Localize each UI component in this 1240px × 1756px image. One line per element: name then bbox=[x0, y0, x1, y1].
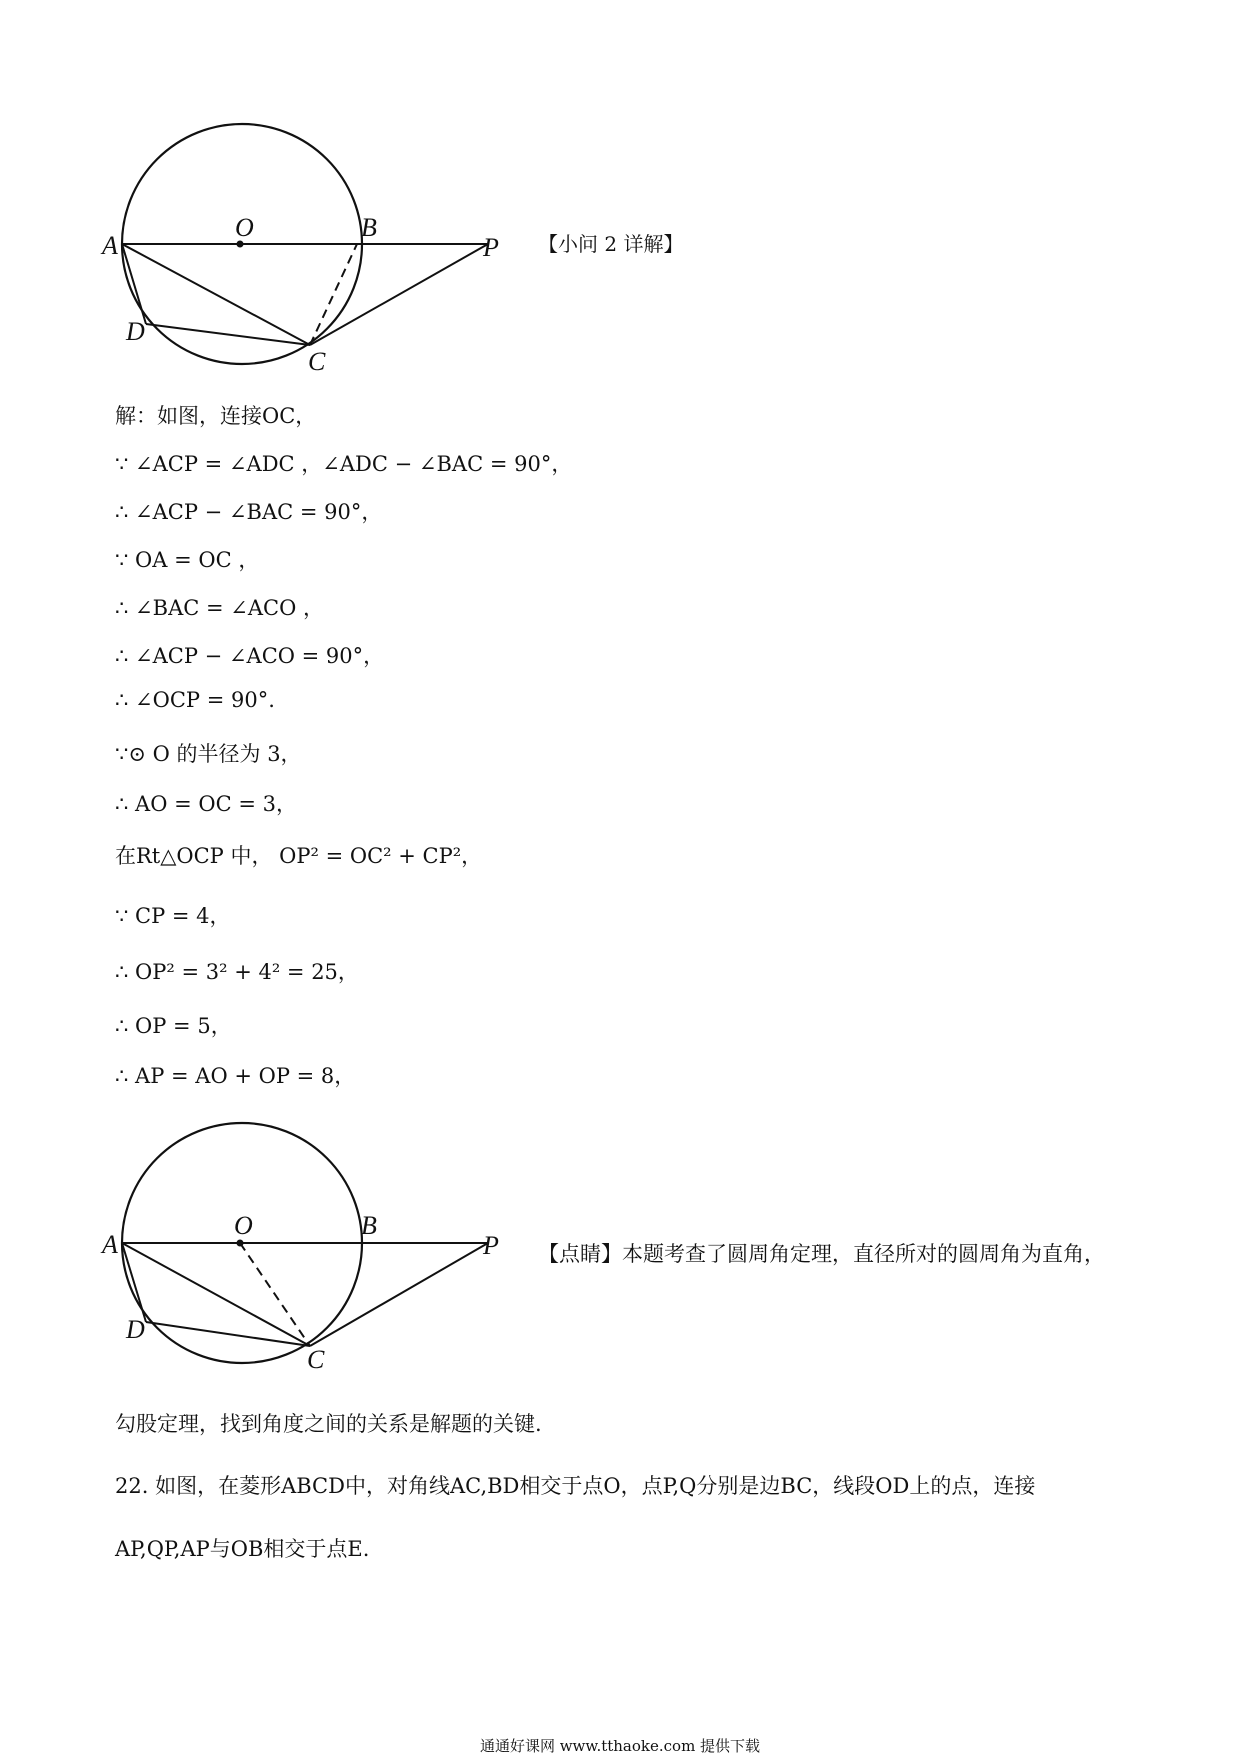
label-b: B bbox=[361, 1211, 377, 1240]
circle-diagram-2 bbox=[100, 1100, 520, 1380]
label-c: C bbox=[308, 347, 326, 376]
label-o: O bbox=[235, 213, 254, 242]
solution-line: ∴ OP² = 3² + 4² = 25， bbox=[115, 960, 359, 984]
label-p: P bbox=[483, 233, 499, 262]
label-c: C bbox=[307, 1345, 325, 1374]
solution-line: ∴ AO = OC = 3， bbox=[115, 792, 297, 816]
circle-diagram-1 bbox=[100, 0, 520, 390]
label-d: D bbox=[126, 317, 145, 346]
comment-head: 【点睛】本题考查了圆周角定理，直径所对的圆周角为直角， bbox=[538, 1242, 1105, 1266]
label-b: B bbox=[361, 213, 377, 242]
line-cp bbox=[310, 1243, 488, 1346]
solution-line: ∴ ∠BAC = ∠ACO ， bbox=[115, 596, 324, 620]
solution-line: ∵ ∠ACP = ∠ADC ，∠ADC − ∠BAC = 90°， bbox=[115, 452, 573, 476]
solution-line: ∴ ∠ACP − ∠ACO = 90°， bbox=[115, 644, 385, 668]
subquestion-2-caption: 【小问 2 详解】 bbox=[538, 232, 684, 256]
label-a: A bbox=[102, 231, 118, 260]
figure-2 bbox=[100, 1100, 520, 1380]
label-p: P bbox=[483, 1231, 499, 1260]
line-ac bbox=[122, 244, 310, 345]
label-o: O bbox=[234, 1211, 253, 1240]
line-ac bbox=[122, 1243, 310, 1346]
problem-22-line-1: 22. 如图，在菱形ABCD中，对角线AC,BD相交于点O，点P,Q分别是边BC，线段OD上的点，连接 bbox=[115, 1474, 1036, 1498]
line-dc bbox=[146, 324, 310, 345]
label-a: A bbox=[102, 1230, 118, 1259]
problem-22-line-2: AP,QP,AP与OB相交于点E. bbox=[115, 1537, 370, 1561]
point-o bbox=[237, 1240, 244, 1247]
figure-1 bbox=[100, 0, 520, 390]
solution-line: ∴ AP = AO + OP = 8， bbox=[115, 1064, 356, 1088]
solution-line: 在Rt△OCP 中， OP² = OC² + CP²， bbox=[115, 844, 483, 868]
solution-line: ∴ OP = 5， bbox=[115, 1014, 232, 1038]
comment-tail: 勾股定理，找到角度之间的关系是解题的关键. bbox=[115, 1412, 542, 1436]
line-oc-dashed bbox=[240, 1243, 310, 1346]
solution-line: ∴ ∠OCP = 90°. bbox=[115, 688, 275, 712]
line-dc bbox=[146, 1322, 310, 1346]
solution-line: 解：如图，连接OC， bbox=[115, 404, 317, 428]
page-footer: 通通好课网 www.tthaoke.com 提供下载 bbox=[479, 1737, 761, 1755]
label-d: D bbox=[126, 1315, 145, 1344]
solution-line: ∵ OA = OC ， bbox=[115, 548, 260, 572]
line-cp bbox=[310, 244, 488, 345]
solution-line: ∴ ∠ACP − ∠BAC = 90°， bbox=[115, 500, 383, 524]
solution-line: ∵⊙ O 的半径为 3， bbox=[115, 742, 302, 766]
solution-line: ∵ CP = 4， bbox=[115, 904, 231, 928]
